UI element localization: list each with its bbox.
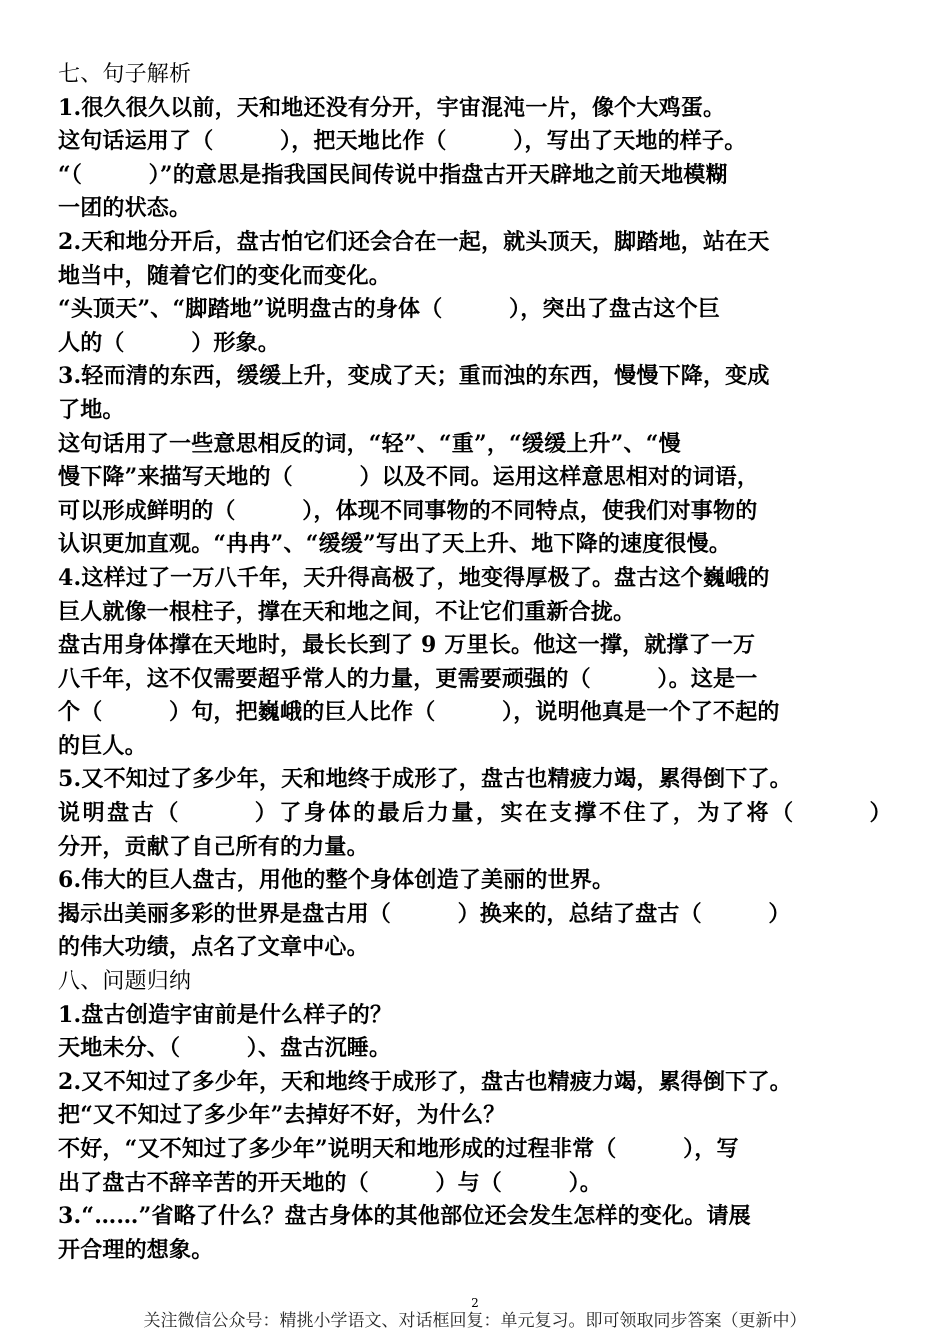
text-line: 说明盘古（ ）了身体的最后力量，实在支撑不住了，为了将（ ） (58, 800, 895, 827)
text-line: 开合理的想象。 (58, 1236, 214, 1263)
section-heading: 八、问题归纳 (58, 969, 192, 995)
text-line: “（ ）”的意思是指我国民间传说中指盘古开天辟地之前天地模糊 (58, 161, 728, 188)
text-line: 认识更加直观。“冉冉”、“缓缓”写出了天上升、地下降的速度很慢。 (58, 531, 732, 558)
text-line: 这句话运用了（ ），把天地比作（ ），写出了天地的样子。 (58, 128, 747, 155)
text-line: “头顶天”、“脚踏地”说明盘古的身体（ ），突出了盘古这个巨 (58, 296, 721, 323)
text-line: 地当中，随着它们的变化而变化。 (58, 262, 392, 289)
text-line: 慢下降”来描写天地的（ ）以及不同。运用这样意思相对的词语， (58, 464, 760, 491)
text-line: 了地。 (58, 396, 125, 423)
text-line: 盘古用身体撑在天地时，最长长到了 9 万里长。他这一撑，就撑了一万 (58, 632, 756, 659)
text-line: 1.很久很久以前，天和地还没有分开，宇宙混沌一片，像个大鸡蛋。 (58, 94, 726, 121)
text-line: 6.伟大的巨人盘古，用他的整个身体创造了美丽的世界。 (58, 867, 615, 894)
text-line: 把“又不知过了多少年”去掉好不好，为什么？ (58, 1102, 506, 1129)
text-line: 2.天和地分开后，盘古怕它们还会合在一起，就头顶天，脚踏地，站在天 (58, 228, 770, 255)
text-line: 1.盘古创造宇宙前是什么样子的？ (58, 1001, 393, 1028)
text-line: 的伟大功绩，点名了文章中心。 (58, 934, 369, 961)
text-line: 的巨人。 (58, 732, 147, 759)
text-line: 这句话用了一些意思相反的词，“轻”、“重”，“缓缓上升”、“慢 (58, 430, 681, 457)
text-line: 揭示出美丽多彩的世界是盘古用（ ）换来的，总结了盘古（ ） (58, 900, 791, 927)
text-line: 分开，贡献了自己所有的力量。 (58, 833, 369, 860)
text-line: 人的（ ）形象。 (58, 329, 281, 356)
document-body (58, 58, 896, 1267)
text-line: 3.轻而清的东西，缓缓上升，变成了天；重而浊的东西，慢慢下降，变成 (58, 363, 770, 390)
text-line: 巨人就像一根柱子，撑在天和地之间，不让它们重新合拢。 (58, 598, 636, 625)
text-line: 3.“……”省略了什么？盘古身体的其他部位还会发生怎样的变化。请展 (58, 1203, 751, 1230)
text-line: 八千年，这不仅需要超乎常人的力量，更需要顽强的（ ）。这是一 (58, 665, 758, 692)
text-line: 5.又不知过了多少年，天和地终于成形了，盘古也精疲力竭，累得倒下了。 (58, 766, 792, 793)
text-line: 不好，“又不知过了多少年”说明天和地形成的过程非常（ ），写 (58, 1136, 739, 1162)
section-heading: 七、句子解析 (58, 62, 192, 87)
text-line: 2.又不知过了多少年，天和地终于成形了，盘古也精疲力竭，累得倒下了。 (58, 1068, 792, 1095)
text-line: 可以形成鲜明的（ ），体现不同事物的不同特点，使我们对事物的 (58, 497, 758, 524)
text-line: 天地未分、（ ）、盘古沉睡。 (58, 1035, 392, 1062)
page-number: 2 (471, 1296, 479, 1310)
footer-note: 关注微信公众号：精挑小学语文、对话框回复：单元复习。即可领取同步答案（更新中） (143, 1311, 807, 1331)
text-line: 出了盘古不辞辛苦的开天地的（ ）与（ ）。 (58, 1169, 603, 1196)
text-line: 个（ ）句，把巍峨的巨人比作（ ），说明他真是一个了不起的 (58, 699, 780, 726)
text-line: 一团的状态。 (58, 195, 192, 222)
text-line: 4.这样过了一万八千年，天升得高极了，地变得厚极了。盘古这个巍峨的 (58, 564, 770, 591)
